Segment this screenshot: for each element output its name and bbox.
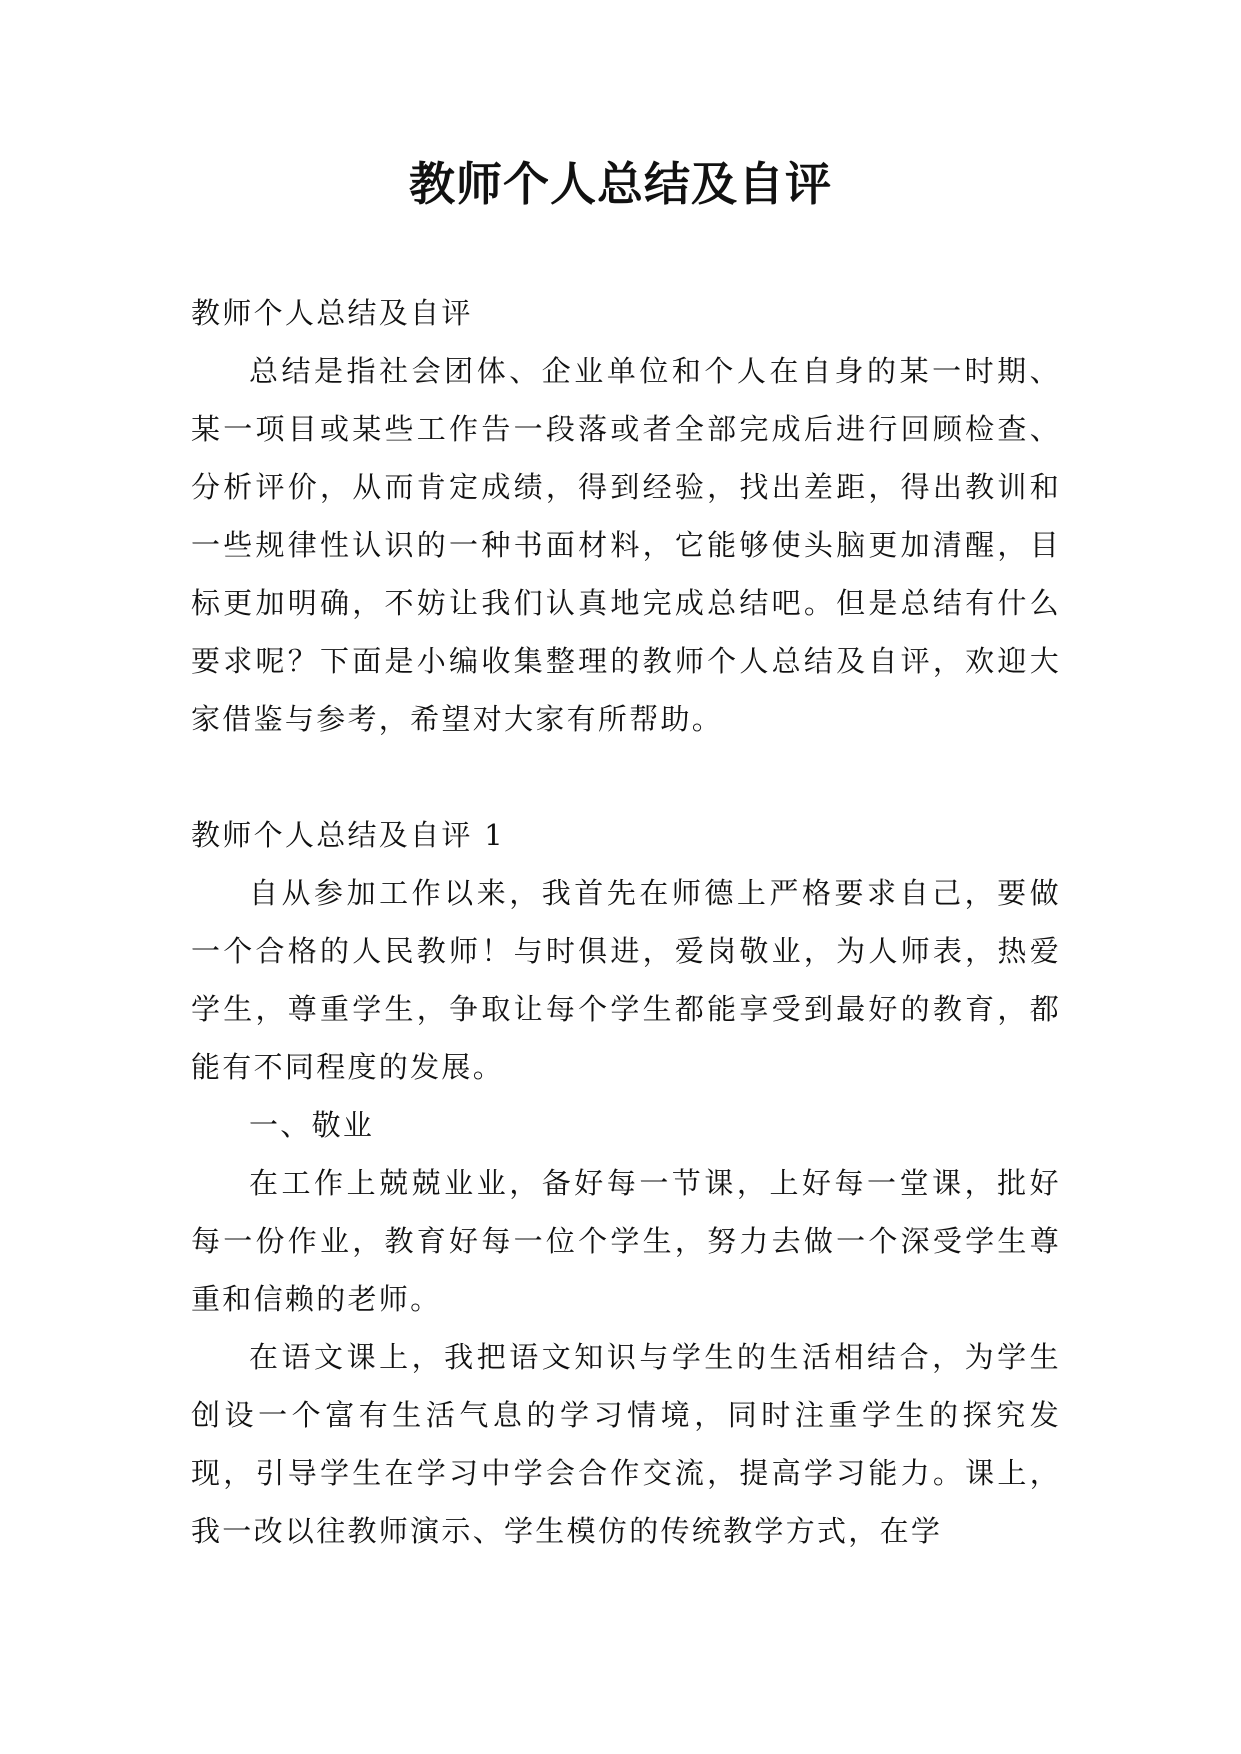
section-1-heading: 教师个人总结及自评 1: [191, 818, 505, 852]
section-1-paragraph-2: 在工作上兢兢业业，备好每一节课，上好每一堂课，批好每一份作业，教育好每一位个学生，努力去做一个深受学生尊重和信赖的老师。: [191, 1166, 1061, 1316]
section-1-paragraph-1: 自从参加工作以来，我首先在师德上严格要求自己，要做一个合格的人民教师！与时俱进，爱岗敬业，为人师表，热爱学生，尊重学生，争取让每个学生都能享受到最好的教育，都能有不同程度的发展。: [191, 876, 1061, 1084]
section-spacer: [191, 748, 1061, 806]
section-1-paragraph-3: 在语文课上，我把语文知识与学生的生活相结合，为学生创设一个富有生活气息的学习情境，同时注重学生的探究发现，引导学生在学习中学会合作交流，提高学习能力。课上，我一改以往教师演示、学生模仿的传统教学方式，在学: [191, 1340, 1061, 1548]
document-body: [191, 284, 1061, 1560]
intro-heading: 教师个人总结及自评: [191, 296, 473, 330]
intro-paragraph: 总结是指社会团体、企业单位和个人在自身的某一时期、某一项目或某些工作告一段落或者全部完成后进行回顾检查、分析评价，从而肯定成绩，得到经验，找出差距，得出教训和一些规律性认识的一种书面材料，它能够使头脑更加清醒，目标更加明确，不妨让我们认真地完成总结吧。但是总结有什么要求呢？下面是小编收集整理的教师个人总结及自评，欢迎大家借鉴与参考，希望对大家有所帮助。: [191, 354, 1061, 736]
document-title: 教师个人总结及自评: [409, 157, 832, 211]
subsection-heading-jingye: 一、敬业: [249, 1108, 375, 1142]
